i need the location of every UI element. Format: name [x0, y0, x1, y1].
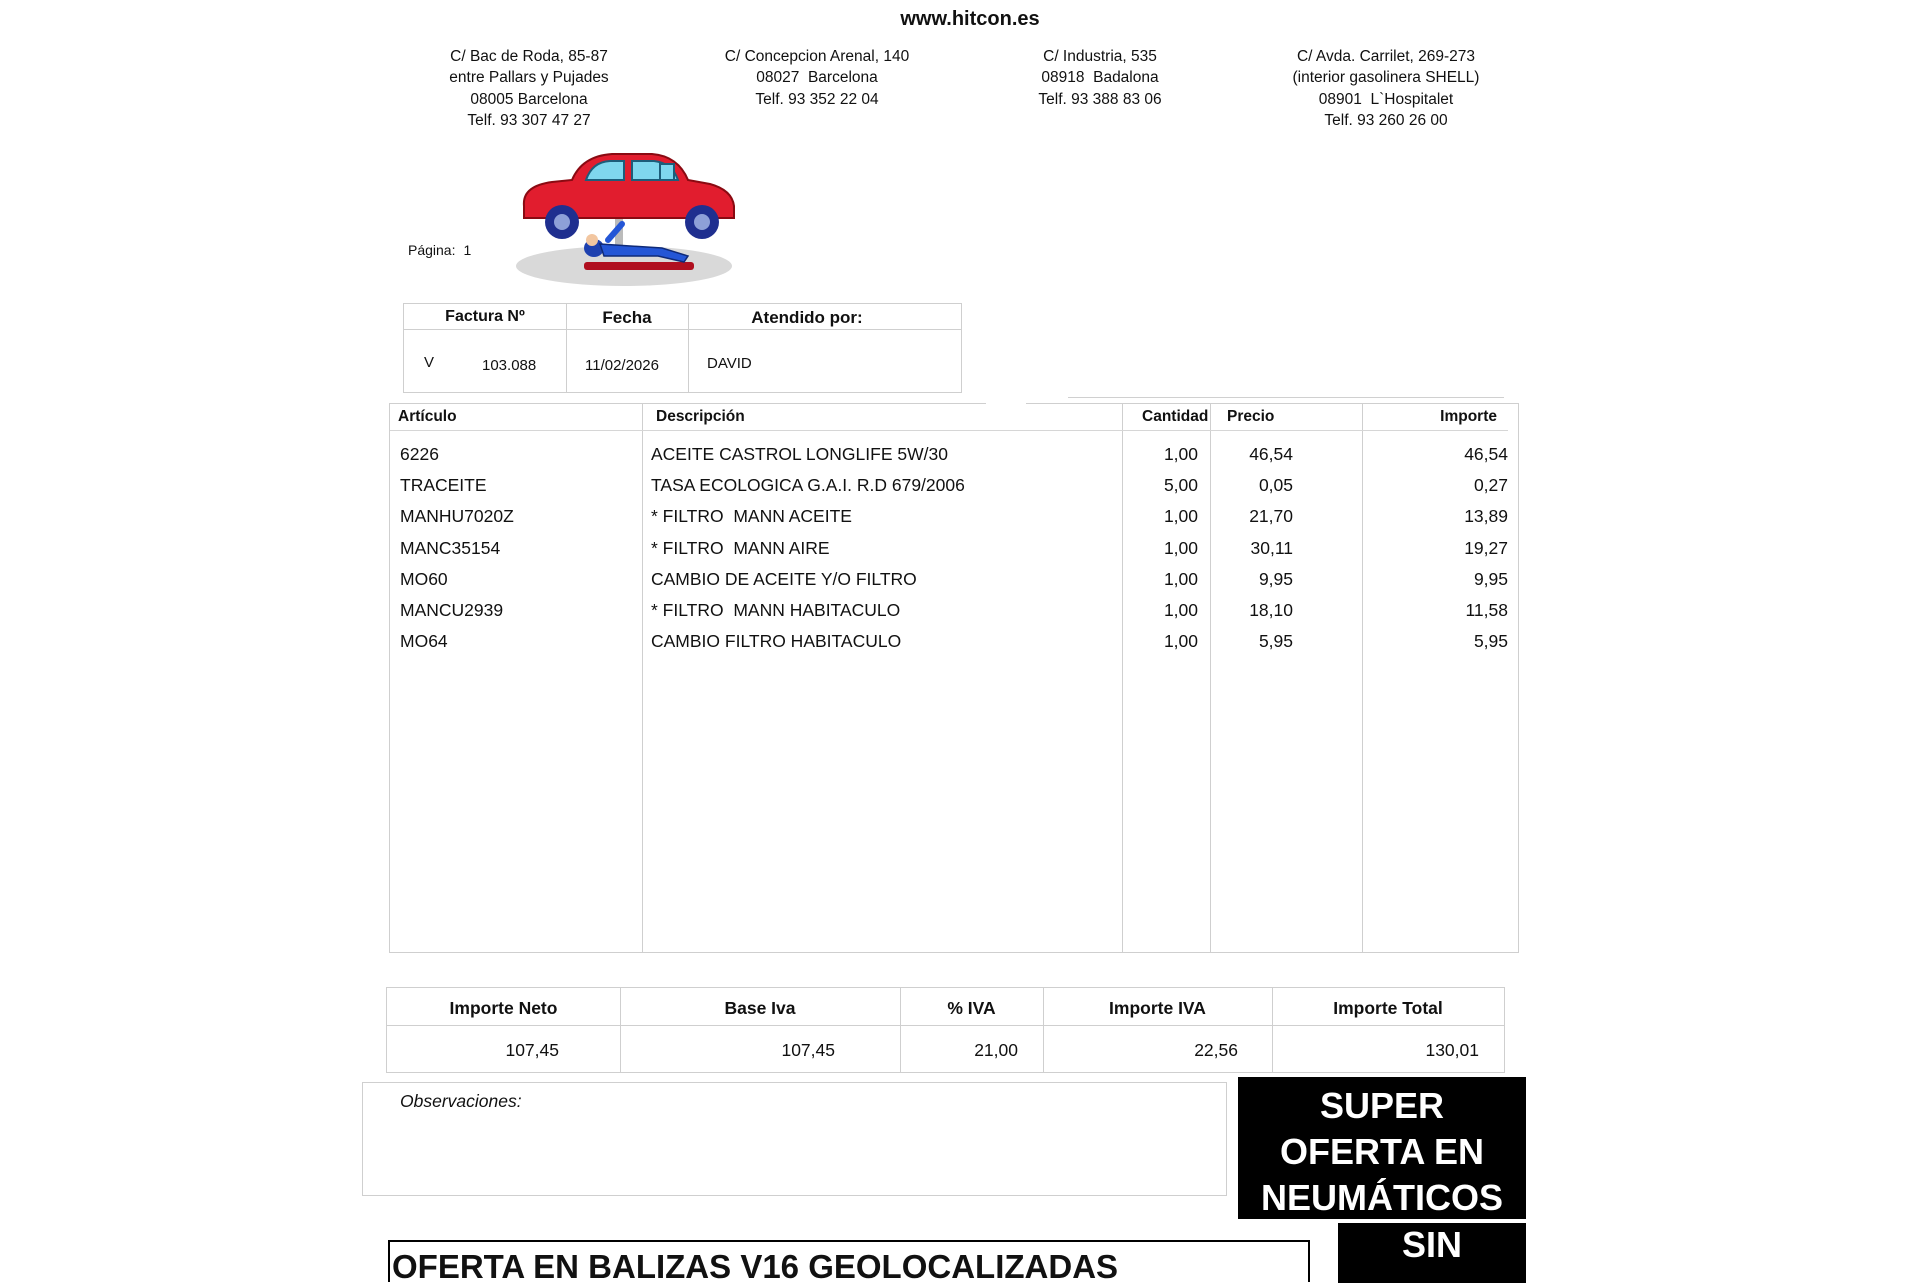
- row-description: * FILTRO MANN AIRE: [651, 537, 830, 558]
- row-quantity: 5,00: [1163, 475, 1198, 496]
- row-quantity: 1,00: [1163, 599, 1198, 620]
- total-amount-value: 130,01: [1425, 1040, 1479, 1060]
- vat-base-label: Base Iva: [724, 998, 796, 1018]
- totals-table: [386, 987, 1505, 1073]
- row-article: MANC35154: [400, 537, 501, 558]
- observations-label: Observaciones:: [400, 1091, 522, 1111]
- beacons-offer-text: OFERTA EN BALIZAS V16 GEOLOCALIZADAS: [392, 1248, 1119, 1282]
- row-amount: 9,95: [1473, 568, 1508, 589]
- address-bac-de-roda: C/ Bac de Roda, 85-87 entre Pallars y Pujades 08005 Barcelona Telf. 93 307 47 27: [449, 48, 609, 129]
- row-amount: 19,27: [1464, 537, 1508, 558]
- vat-amount-label: Importe IVA: [1109, 998, 1206, 1018]
- row-price: 21,70: [1249, 506, 1293, 527]
- items-rows: [390, 444, 1518, 662]
- row-quantity: 1,00: [1163, 444, 1198, 464]
- invoice-number: 103.088: [482, 357, 537, 374]
- row-description: CAMBIO DE ACEITE Y/O FILTRO: [651, 568, 917, 589]
- row-amount: 11,58: [1465, 599, 1508, 620]
- row-price: 5,95: [1258, 631, 1293, 652]
- vat-percent-label: % IVA: [947, 998, 996, 1018]
- row-quantity: 1,00: [1163, 506, 1198, 527]
- row-amount: 46,54: [1464, 444, 1508, 464]
- column-header-amount: Importe: [1440, 408, 1497, 425]
- net-amount-label: Importe Neto: [449, 998, 558, 1018]
- car-mechanic-logo: [512, 144, 744, 290]
- row-quantity: 1,00: [1163, 631, 1198, 652]
- beacons-offer-banner: [388, 1240, 1310, 1282]
- page-label: Página:: [408, 242, 456, 258]
- row-article: MANCU2939: [400, 599, 504, 620]
- row-description: CAMBIO FILTRO HABITACULO: [651, 631, 902, 652]
- row-price: 30,11: [1250, 537, 1293, 558]
- vat-percent-value: 21,00: [974, 1040, 1018, 1060]
- row-price: 46,54: [1249, 444, 1293, 464]
- row-price: 9,95: [1258, 568, 1293, 589]
- column-header-price: Precio: [1227, 408, 1275, 425]
- table-row: [390, 506, 1518, 537]
- row-article: MO64: [400, 631, 448, 652]
- attended-by-name: DAVID: [707, 355, 752, 372]
- row-description: * FILTRO MANN ACEITE: [651, 506, 852, 527]
- row-amount: 13,89: [1464, 506, 1508, 527]
- tyres-offer-banner: [1238, 1077, 1526, 1219]
- invoice-date: 11/02/2026: [585, 357, 659, 374]
- tyres-offer-text: SUPER OFERTA EN NEUMÁTICOS: [1261, 1085, 1503, 1218]
- column-header-description: Descripción: [656, 408, 745, 425]
- address-industria: C/ Industria, 535 08918 Badalona Telf. 93 388 83 06: [1038, 48, 1162, 108]
- attended-by-label: Atendido por:: [751, 308, 863, 327]
- row-article: MO60: [400, 568, 448, 589]
- page-number: 1: [463, 242, 472, 258]
- row-amount: 5,95: [1473, 631, 1508, 652]
- table-row: [390, 600, 1518, 631]
- address-concepcion-arenal: C/ Concepcion Arenal, 140 08027 Barcelona Telf. 93 352 22 04: [724, 48, 910, 108]
- table-row: [390, 444, 1518, 475]
- row-article: MANHU7020Z: [400, 506, 514, 527]
- row-article: TRACEITE: [400, 475, 487, 496]
- row-price: 0,05: [1258, 475, 1293, 496]
- page-indicator: [408, 242, 471, 258]
- invoice-series: V: [424, 354, 435, 371]
- table-row: [390, 569, 1518, 600]
- row-amount: 0,27: [1473, 475, 1508, 496]
- vat-amount-value: 22,56: [1194, 1040, 1238, 1060]
- row-quantity: 1,00: [1163, 537, 1198, 558]
- invoice-date-label: Fecha: [602, 308, 652, 327]
- table-row: [390, 475, 1518, 506]
- row-description: * FILTRO MANN HABITACULO: [651, 599, 901, 620]
- sin-text: SIN: [1401, 1224, 1462, 1265]
- net-amount-value: 107,45: [505, 1040, 559, 1060]
- sin-banner: [1338, 1223, 1526, 1283]
- items-table: [389, 403, 1519, 953]
- invoice-number-label: Factura Nº: [445, 308, 525, 325]
- row-price: 18,10: [1249, 599, 1293, 620]
- observations-box: [362, 1082, 1227, 1196]
- row-article: 6226: [400, 444, 439, 464]
- website-url: www.hitcon.es: [900, 8, 1040, 30]
- address-carrilet: C/ Avda. Carrilet, 269-273 (interior gasolinera SHELL) 08901 L`Hospitalet Telf. 93 260 26 00: [1292, 48, 1480, 129]
- vat-base-value: 107,45: [781, 1040, 835, 1060]
- column-header-article: Artículo: [398, 408, 457, 425]
- table-row: [390, 538, 1518, 569]
- total-amount-label: Importe Total: [1333, 998, 1443, 1018]
- column-header-quantity: Cantidad: [1142, 408, 1209, 425]
- row-quantity: 1,00: [1163, 568, 1198, 589]
- row-description: TASA ECOLOGICA G.A.I. R.D 679/2006: [651, 475, 965, 496]
- row-description: ACEITE CASTROL LONGLIFE 5W/30: [651, 444, 948, 464]
- table-row: [390, 631, 1518, 662]
- invoice-header-box: [403, 303, 962, 393]
